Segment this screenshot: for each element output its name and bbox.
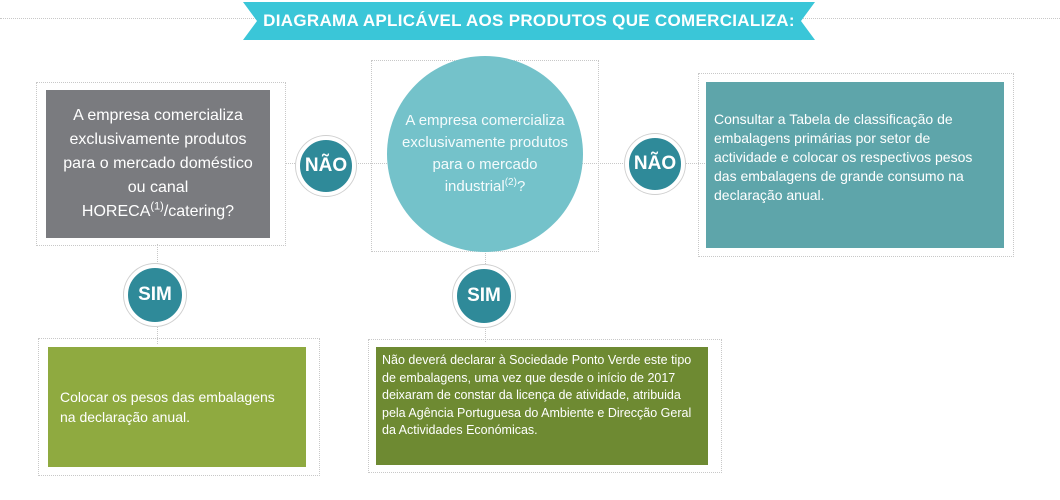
box-domestic-question-end: /catering? [163,203,235,220]
circle-industrial-question-end: ? [516,178,526,195]
no-connector-left: NÃO [296,136,356,196]
box-consult-text: Consultar a Tabela de classificação de embalagens primárias por setor de actividade e colocar os respectivos pesos das embalagens de grande consumo na declaração anual. [714,111,973,203]
box-consult-table [706,82,1004,248]
circle-industrial-market [387,56,583,252]
box-do-not-declare [376,347,708,465]
no-connector-right: NÃO [625,134,685,194]
footnote-marker: (1) [150,200,164,213]
box-domestic-market [46,90,270,238]
circle-industrial-question: A empresa comercializa exclusivamente produtos para o mercado industrial [402,112,568,195]
banner-title: DIAGRAMA APLICÁVEL AOS PRODUTOS QUE COMERCIALIZA: [263,11,795,30]
box-place-weights [48,347,306,467]
yes-connector-center: SIM [453,265,515,327]
box-nodeclare-text: Não deverá declarar à Sociedade Ponto Verde este tipo de embalagens, uma vez que desde o início de 2017 deixaram de constar da licença de atividade, atribuida pela Agência Portuguesa do Ambiente e Direcção Geral da Actividades Económicas. [382,353,692,437]
footnote-marker: (2) [504,177,517,188]
circle-industrial-text [399,110,571,198]
box-domestic-question: A empresa comercializa exclusivamente produtos para o mercado doméstico ou canal HORECA [63,107,253,220]
box-place-text: Colocar os pesos das embalagens na declaração anual. [60,389,275,425]
yes-connector-left: SIM [124,264,186,326]
box-domestic-text [60,104,256,224]
